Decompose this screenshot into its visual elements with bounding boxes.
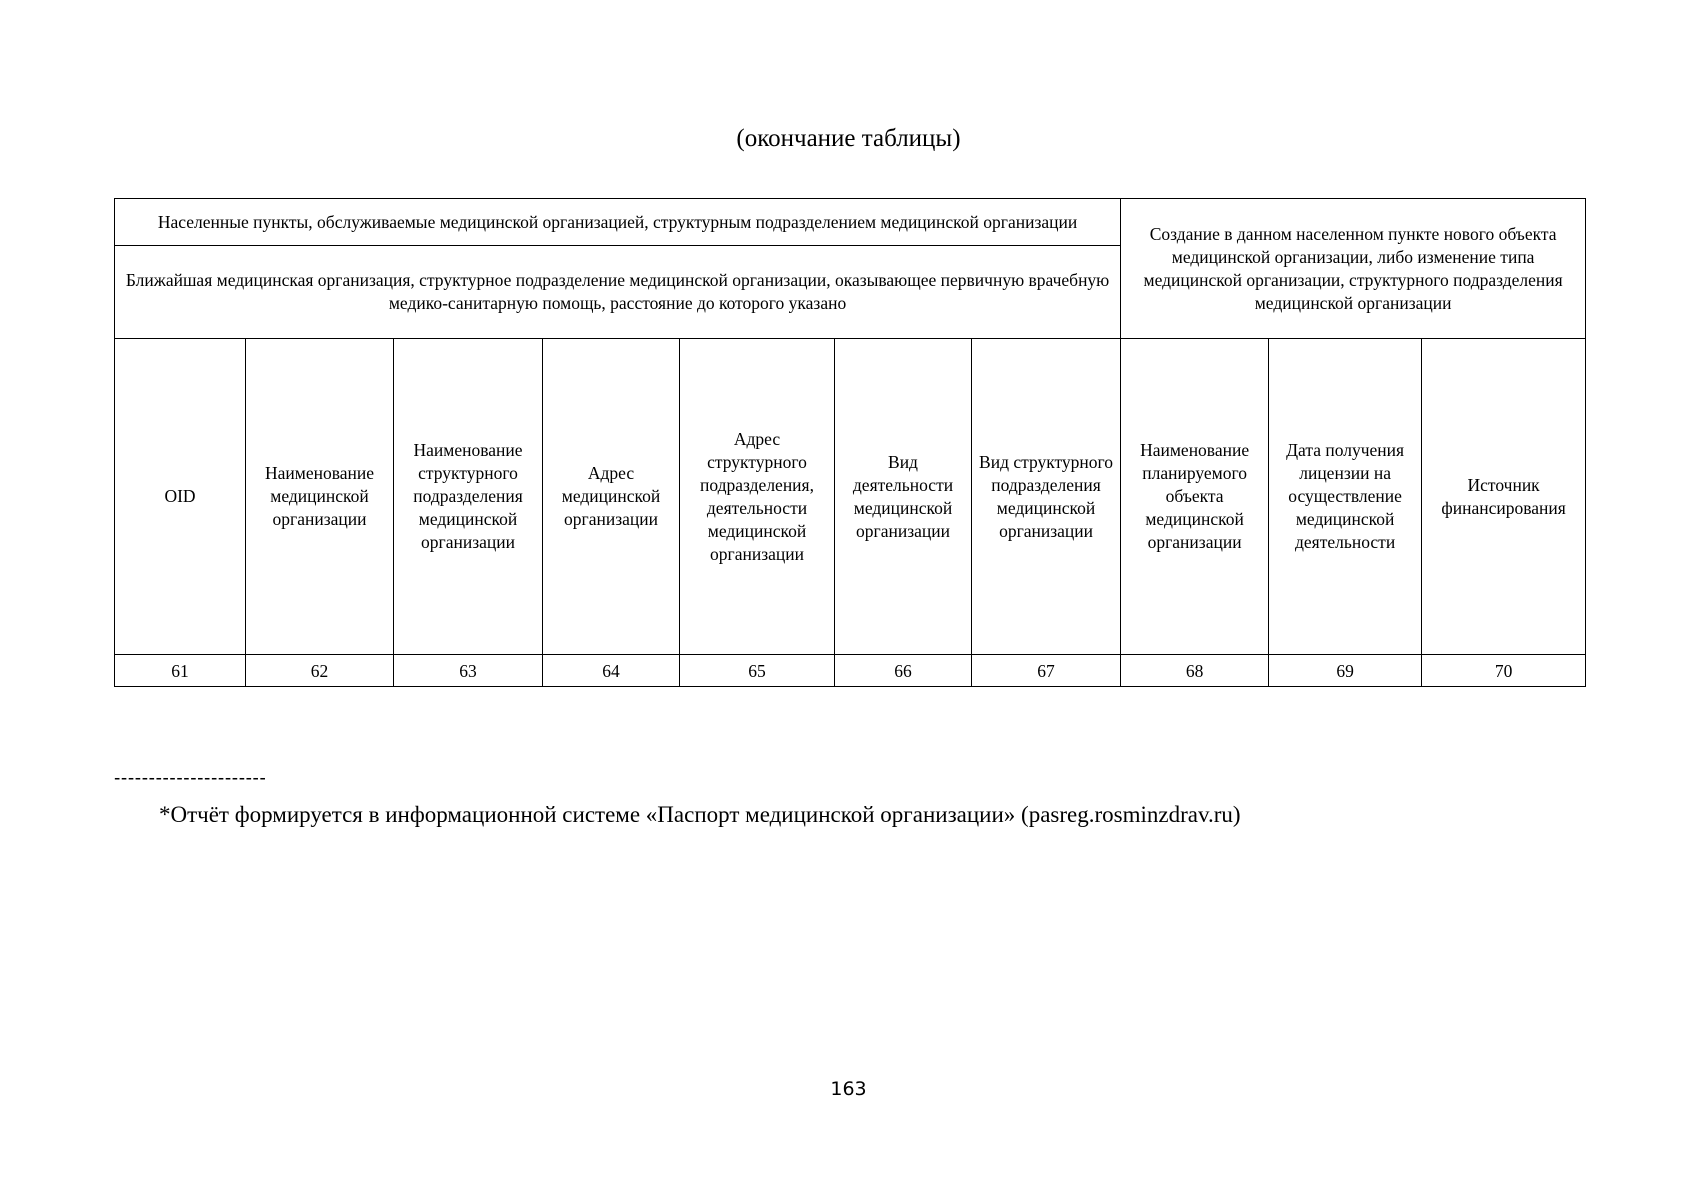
column-header-license-date: Дата получения лицензии на осуществление медицинской деятельности bbox=[1269, 339, 1422, 655]
column-number: 66 bbox=[835, 655, 972, 687]
column-number: 69 bbox=[1269, 655, 1422, 687]
right-group-header-cell: Создание в данном населенном пункте нового объекта медицинской организации, либо изменение типа медицинской организации, структурного подразделения медицинской организации bbox=[1121, 199, 1586, 339]
column-number: 61 bbox=[115, 655, 246, 687]
column-number: 67 bbox=[972, 655, 1121, 687]
column-header-subdivision-address: Адрес структурного подразделения, деятельности медицинской организации bbox=[680, 339, 835, 655]
footnote-separator: ---------------------- bbox=[114, 768, 267, 789]
table-header-row-group bbox=[115, 199, 1586, 246]
column-header-planned-object: Наименование планируемого объекта медицинской организации bbox=[1121, 339, 1269, 655]
table-column-number-row bbox=[115, 655, 1586, 687]
column-number: 70 bbox=[1422, 655, 1586, 687]
column-number: 68 bbox=[1121, 655, 1269, 687]
column-number: 65 bbox=[680, 655, 835, 687]
column-number: 64 bbox=[543, 655, 680, 687]
subgroup-header-cell: Ближайшая медицинская организация, структурное подразделение медицинской организации, оказывающее первичную врачебную медико-санитарную помощь, расстояние до которого указано bbox=[115, 246, 1121, 339]
column-header-oid: OID bbox=[115, 339, 246, 655]
group-header-cell: Населенные пункты, обслуживаемые медицинской организацией, структурным подразделением медицинской организации bbox=[115, 199, 1121, 246]
column-number: 62 bbox=[246, 655, 394, 687]
column-header-funding-source: Источник финансирования bbox=[1422, 339, 1586, 655]
table-column-header-row bbox=[115, 339, 1586, 655]
column-header-org-name: Наименование медицинской организации bbox=[246, 339, 394, 655]
column-header-org-address: Адрес медицинской организации bbox=[543, 339, 680, 655]
column-header-subdivision-name: Наименование структурного подразделения медицинской организации bbox=[394, 339, 543, 655]
column-number: 63 bbox=[394, 655, 543, 687]
footnote-text: *Отчёт формируется в информационной системе «Паспорт медицинской организации» (pasreg.rosminzdrav.ru) bbox=[159, 802, 1241, 827]
report-table bbox=[114, 198, 1586, 687]
page-number: 163 bbox=[830, 1078, 867, 1100]
column-header-activity-type: Вид деятельности медицинской организации bbox=[835, 339, 972, 655]
table-continuation-caption: (окончание таблицы) bbox=[736, 125, 961, 152]
column-header-subdivision-type: Вид структурного подразделения медицинской организации bbox=[972, 339, 1121, 655]
